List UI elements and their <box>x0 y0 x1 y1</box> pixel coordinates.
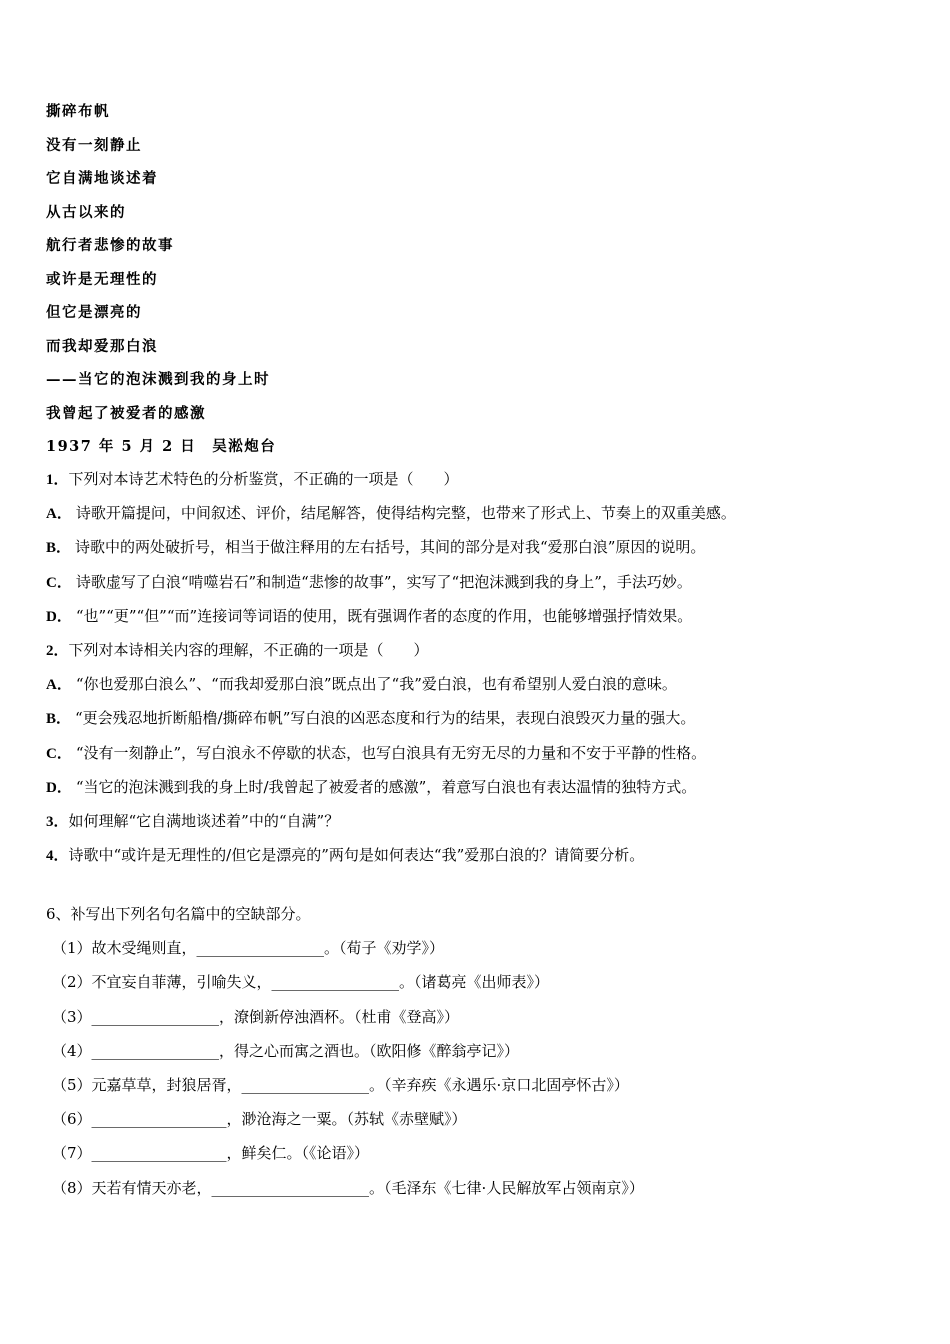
poem-line: 撕碎布帆 <box>46 103 110 120</box>
option-text: 诗歌开篇提问，中间叙述、评价，结尾解答，使得结构完整，也带来了形式上、节奏上的双重美感。 <box>75 504 736 523</box>
poem-date-line: 1937 年 5 月 2 日 吴淞炮台 <box>46 438 277 455</box>
option-letter: C． <box>46 745 72 762</box>
poem-line: ——当它的泡沫溅到我的身上时 <box>46 371 270 388</box>
poem-line: 或许是无理性的 <box>46 270 158 288</box>
fill-blank-item: （8）天若有情天亦老，_____________________。（毛泽东《七律·人民解放军占领南京》） <box>52 1178 644 1197</box>
question-number: 4． <box>46 848 69 865</box>
question-1-option-c <box>46 568 926 602</box>
option-letter: B． <box>46 711 72 728</box>
section-6-heading: 6、补写出下列名句名篇中的空缺部分。 <box>46 905 311 923</box>
option-text: “也”“更”“但”“而”连接词等词语的使用，既有强调作者的态度的作用，也能够增强抒情效果。 <box>75 606 693 625</box>
question-text: 如何理解“它自满地谈述着”中的“自满”？ <box>68 811 340 830</box>
poem-line: 从古以来的 <box>46 203 126 221</box>
question-2-option-d <box>46 773 926 807</box>
option-text: 诗歌中的两处破折号，相当于做注释用的左右括号，其间的部分是对我“爱那白浪”原因的说明。 <box>75 538 706 557</box>
option-letter: B． <box>46 540 72 557</box>
question-2-option-b <box>46 704 926 738</box>
fill-blank-item: （5）元嘉草草，封狼居胥，_________________。（辛弃疾《永遇乐·京口北固亭怀古》） <box>52 1075 629 1094</box>
option-text: “你也爱那白浪么”、“而我却爱那白浪”既点出了“我”爱白浪，也有希望别人爱白浪的意味。 <box>75 675 677 694</box>
question-2-option-c <box>46 739 926 773</box>
question-1-option-d <box>46 602 926 636</box>
poem-line: 它自满地谈述着 <box>46 170 158 187</box>
option-letter: D． <box>46 779 72 796</box>
question-3 <box>46 807 926 841</box>
question-number: 3． <box>46 813 69 830</box>
question-number: 1． <box>46 472 69 488</box>
fill-blank-item: （2）不宜妄自菲薄，引喻失义，_________________。（诸葛亮《出师表》） <box>52 973 550 992</box>
poem-line: 航行者悲惨的故事 <box>46 237 174 254</box>
poem-line: 而我却爱那白浪 <box>46 337 158 355</box>
question-2-option-a <box>46 670 926 704</box>
questions-block <box>46 465 926 875</box>
fill-blank-item: （6）__________________，渺沧海之一粟。（苏轼《赤壁赋》） <box>52 1110 467 1129</box>
question-1 <box>46 465 926 499</box>
poem-line: 我曾起了被爱者的感激 <box>46 404 206 422</box>
poem-line: 但它是漂亮的 <box>46 304 142 321</box>
fill-blank-item: （7）__________________，鲜矣仁。（《论语》） <box>52 1144 370 1163</box>
fill-blank-item: （4）_________________，得之心而寓之酒也。（欧阳修《醉翁亭记》） <box>52 1041 520 1060</box>
option-letter: A． <box>46 506 72 523</box>
question-1-option-a <box>46 499 926 533</box>
question-text: 下列对本诗相关内容的理解，不正确的一项是（ ） <box>68 640 429 659</box>
fill-blank-item: （3）_________________，潦倒新停浊酒杯。（杜甫《登高》） <box>52 1007 460 1026</box>
question-number: 2． <box>46 642 69 659</box>
question-text: 诗歌中“或许是无理性的/但它是漂亮的”两句是如何表达“我”爱那白浪的？请简要分析。 <box>68 846 645 865</box>
section-6 <box>46 900 926 1208</box>
fill-blank-item: （1）故木受绳则直，_________________。（荀子《劝学》） <box>52 939 445 958</box>
option-letter: A． <box>46 677 72 694</box>
option-text: “当它的泡沫溅到我的身上时/我曾起了被爱者的感激”，着意写白浪也有表达温情的独特方式。 <box>75 777 697 796</box>
option-text: “更会残忍地折断船橹/撕碎布帆”写白浪的凶恶态度和行为的结果，表现白浪毁灭力量的强大。 <box>75 709 696 728</box>
question-2 <box>46 636 926 670</box>
question-4 <box>46 841 926 875</box>
poem-block <box>46 98 906 467</box>
option-letter: C． <box>46 574 72 591</box>
question-1-option-b <box>46 533 926 567</box>
question-text: 下列对本诗艺术特色的分析鉴赏，不正确的一项是（ ） <box>68 470 459 488</box>
option-text: “没有一刻静止”，写白浪永不停歇的状态，也写白浪具有无穷无尽的力量和不安于平静的性格。 <box>75 743 707 762</box>
poem-line: 没有一刻静止 <box>46 136 142 154</box>
option-letter: D． <box>46 608 72 625</box>
option-text: 诗歌虚写了白浪“啃噬岩石”和制造“悲惨的故事”，实写了“把泡沫溅到我的身上”，手法巧妙。 <box>75 572 692 591</box>
